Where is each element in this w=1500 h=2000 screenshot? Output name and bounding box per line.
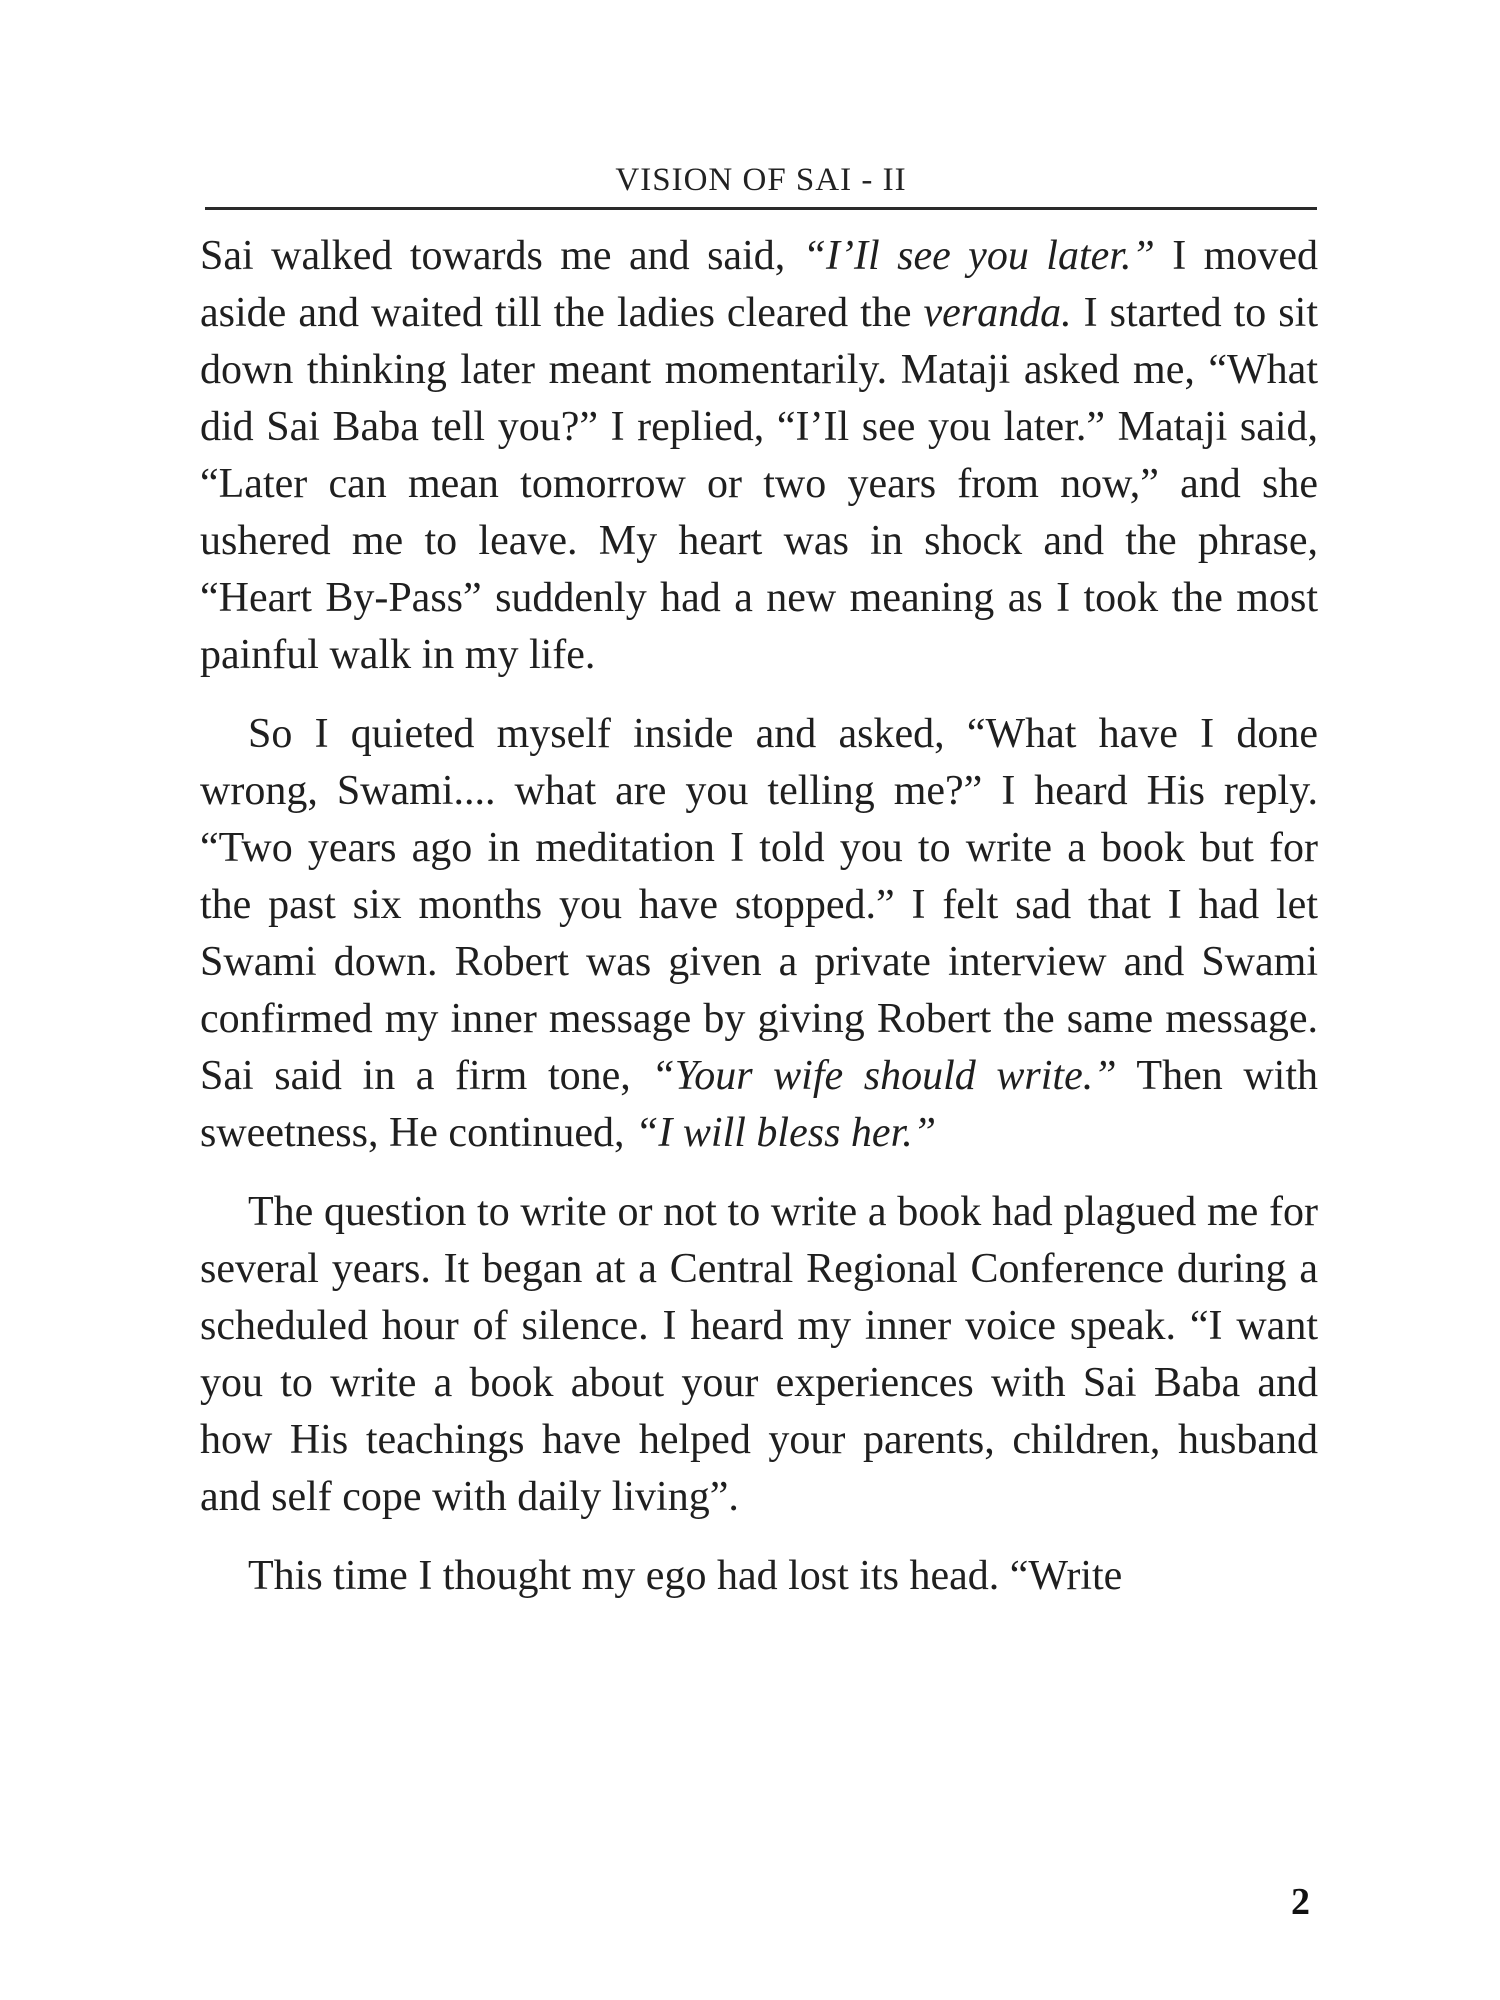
quoted-speech: “I will bless her.” <box>635 1110 937 1156</box>
text-run: This time I thought my ego had lost its head. “Write <box>248 1553 1123 1599</box>
text-run: I moved aside and waited till the ladies cleared the <box>200 233 1318 336</box>
paragraph <box>200 1548 1318 1605</box>
text-run: Then with sweetness, He continued, <box>200 1053 1318 1156</box>
text-run: The question to write or not to write a book had plagued me for several years. It began at a Central Regional Conference during a scheduled hour of silence. I heard my inner voice speak. “I want you to write a book about your experiences with Sai Baba and how His teachings have helped your parents, children, husband and self cope with daily living”. <box>200 1189 1318 1520</box>
text-run: I started to sit down thinking later meant momentarily. Mataji asked me, “What did Sai Baba tell you?” I replied, “I’Il see you later.” Mataji said, “Later can mean tomorrow or two years from now,” and she ushered me to leave. My heart was in shock and the phrase, “Heart By-Pass” suddenly had a new meaning as I took the most painful walk in my life. <box>200 290 1318 678</box>
header-rule <box>205 207 1317 210</box>
italic-term: veranda. <box>923 290 1072 336</box>
quoted-speech: “Your wife should write.” <box>651 1053 1117 1099</box>
text-run: So I quieted myself inside and asked, “What have I done wrong, Swami.... what are you telling me?” I heard His reply. “Two years ago in meditation I told you to write a book but for the past six months you have stopped.” I felt sad that I had let Swami down. Robert was given a private interview and Swami confirmed my inner message by giving Robert the same message. Sai said in a firm tone, <box>200 711 1318 1099</box>
body-text <box>200 228 1318 1627</box>
page-number: 2 <box>1291 1881 1310 1923</box>
quoted-speech: “I’Il see you later.” <box>802 233 1155 279</box>
paragraph <box>200 706 1318 1162</box>
paragraph <box>200 228 1318 684</box>
text-run: Sai walked towards me and said, <box>200 233 803 279</box>
paragraph <box>200 1184 1318 1526</box>
running-title: VISION OF SAI - II <box>615 162 907 198</box>
